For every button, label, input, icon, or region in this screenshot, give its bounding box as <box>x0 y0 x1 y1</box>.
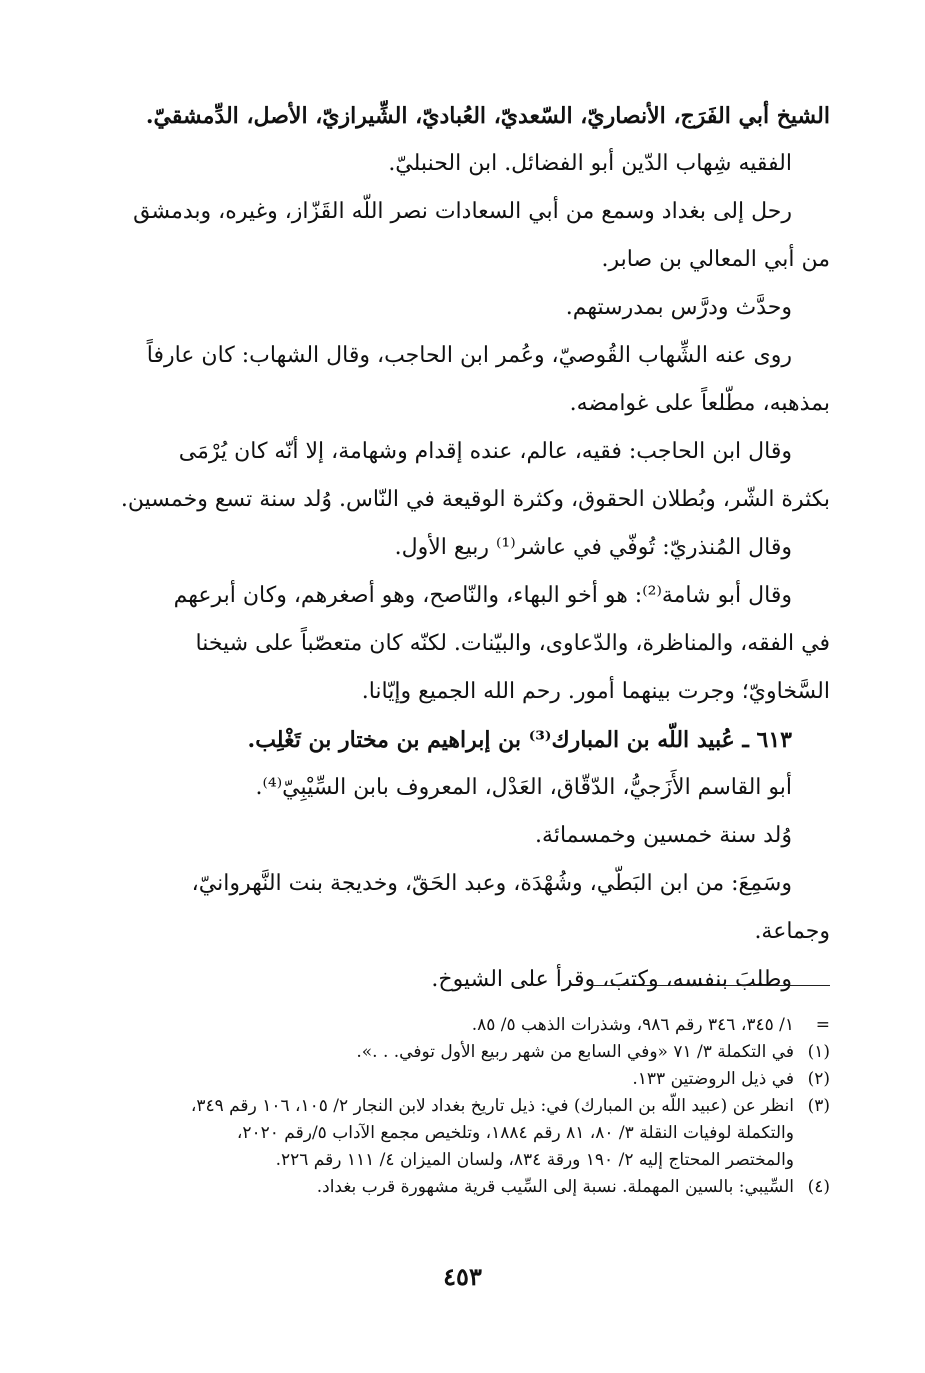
text-line: من أبي المعالي بن صابر. <box>601 247 830 272</box>
footnote <box>100 1012 830 1039</box>
footnote-text: انظر عن (عبيد اللّه بن المبارك) في: ذيل تاريخ بغداد لابن النجار ٢/ ١٠٥، ١٠٦ رقم ٣٤٩، <box>190 1096 794 1116</box>
footnote <box>100 1093 830 1174</box>
text-line: رحل إلى بغداد وسمع من أبي السعادات نصر اللّه القَزّاز، وغيره، وبدمشق <box>133 199 792 224</box>
footnote-text: في ذيل الروضتين ١٣٣. <box>632 1069 794 1089</box>
text-line: وقال أبو شامة⁽²⁾: هو أخو البهاء، والنّاصح، وهو أصغرهم، وكان أبرعهم <box>173 583 792 608</box>
text-line: وقال ابن الحاجب: فقيه، عالم، عنده إقدام وشهامة، إلا أنّه كان يُرْمَى <box>178 439 792 464</box>
text-line: وُلد سنة خمسين وخمسمائة. <box>535 823 792 848</box>
footnote-number: (٢) <box>807 1069 830 1089</box>
text-line: أبو القاسم الأَزَجيُّ، الدّقّاق، العَدْل، المعروف بابن السِّيْبِيّ⁽⁴⁾. <box>255 775 792 800</box>
text-line: وقال المُنذريّ: تُوفّي في عاشر⁽¹⁾ ربيع الأول. <box>394 535 792 560</box>
footnote <box>100 1174 830 1201</box>
text-line: وحدَّث ودرَّس بمدرستهم. <box>565 295 792 320</box>
text-line: الفقيه شِهاب الدّين أبو الفضائل. ابن الحنبليّ. <box>388 151 792 176</box>
footnote-number: (٤) <box>807 1177 830 1197</box>
text-line: وطلبَ بنفسه، وكتبَ، وقرأ على الشيوخ. <box>431 967 792 992</box>
text-line: روى عنه الشِّهاب القُوصيّ، وعُمر ابن الحاجب، وقال الشهاب: كان عارفاً <box>146 343 792 368</box>
footnote-text: والتكملة لوفيات النقلة ٣/ ٨٠، ٨١ رقم ١٨٨٤، وتلخيص مجمع الآداب ٥/رقم ٢٠٢٠، <box>236 1123 794 1143</box>
footnotes <box>100 1012 830 1201</box>
footnote-number: (٣) <box>807 1096 830 1116</box>
text-line: بكثرة الشّر، وبُطلان الحقوق، وكثرة الوقيعة في النّاس. وُلد سنة تسع وخمسين. <box>120 487 830 512</box>
footnote-number: = <box>815 1015 830 1035</box>
text-line: وجماعة. <box>754 919 830 944</box>
main-text <box>100 92 830 1004</box>
footnote-text: والمختصر المحتاج إليه ٢/ ١٩٠ ورقة ٨٣٤، ولسان الميزان ٤/ ١١١ رقم ٢٢٦. <box>275 1150 794 1170</box>
text-line: بمذهبه، مطّلعاً على غوامضه. <box>569 391 830 416</box>
entry-heading: ٦١٣ ـ عُبيد اللّه بن المبارك⁽³⁾ بن إبراهيم بن مختار بن تَغْلِب. <box>247 727 792 753</box>
footnote-text: ١/ ٣٤٥، ٣٤٦ رقم ٩٨٦، وشذرات الذهب ٥/ ٨٥. <box>471 1015 794 1035</box>
footnote-text: السِّيبي: بالسين المهملة. نسبة إلى السِّيب قرية مشهورة قرب بغداد. <box>316 1177 794 1197</box>
page-number: ٤٥٣ <box>443 1262 482 1291</box>
text-line: السَّخاويّ؛ وجرت بينهما أمور. رحم الله الجميع وإيّانا. <box>361 679 830 704</box>
footnote <box>100 1039 830 1066</box>
text-line: وسَمِعَ: من ابن البَطّي، وشُهْدَة، وعبد الحَقّ، وخديجة بنت النَّهروانيّ، <box>191 871 792 896</box>
text-line: في الفقه، والمناظرة، والدّعاوى، والبيّنات. لكنّه كان متعصّباً على شيخنا <box>195 631 830 656</box>
footnote-text: في التكملة ٣/ ٧١ «وفي السابع من شهر ربيع الأول توفي. . .». <box>356 1042 794 1062</box>
footnote <box>100 1066 830 1093</box>
footnote-separator <box>590 985 830 986</box>
text-line: الشيخ أبي الفَرَج، الأنصاريّ، السّعديّ، العُباديّ، الشِّيرازيّ، الأصل، الدِّمشقيّ. <box>145 103 830 129</box>
footnote-number: (١) <box>807 1042 830 1062</box>
